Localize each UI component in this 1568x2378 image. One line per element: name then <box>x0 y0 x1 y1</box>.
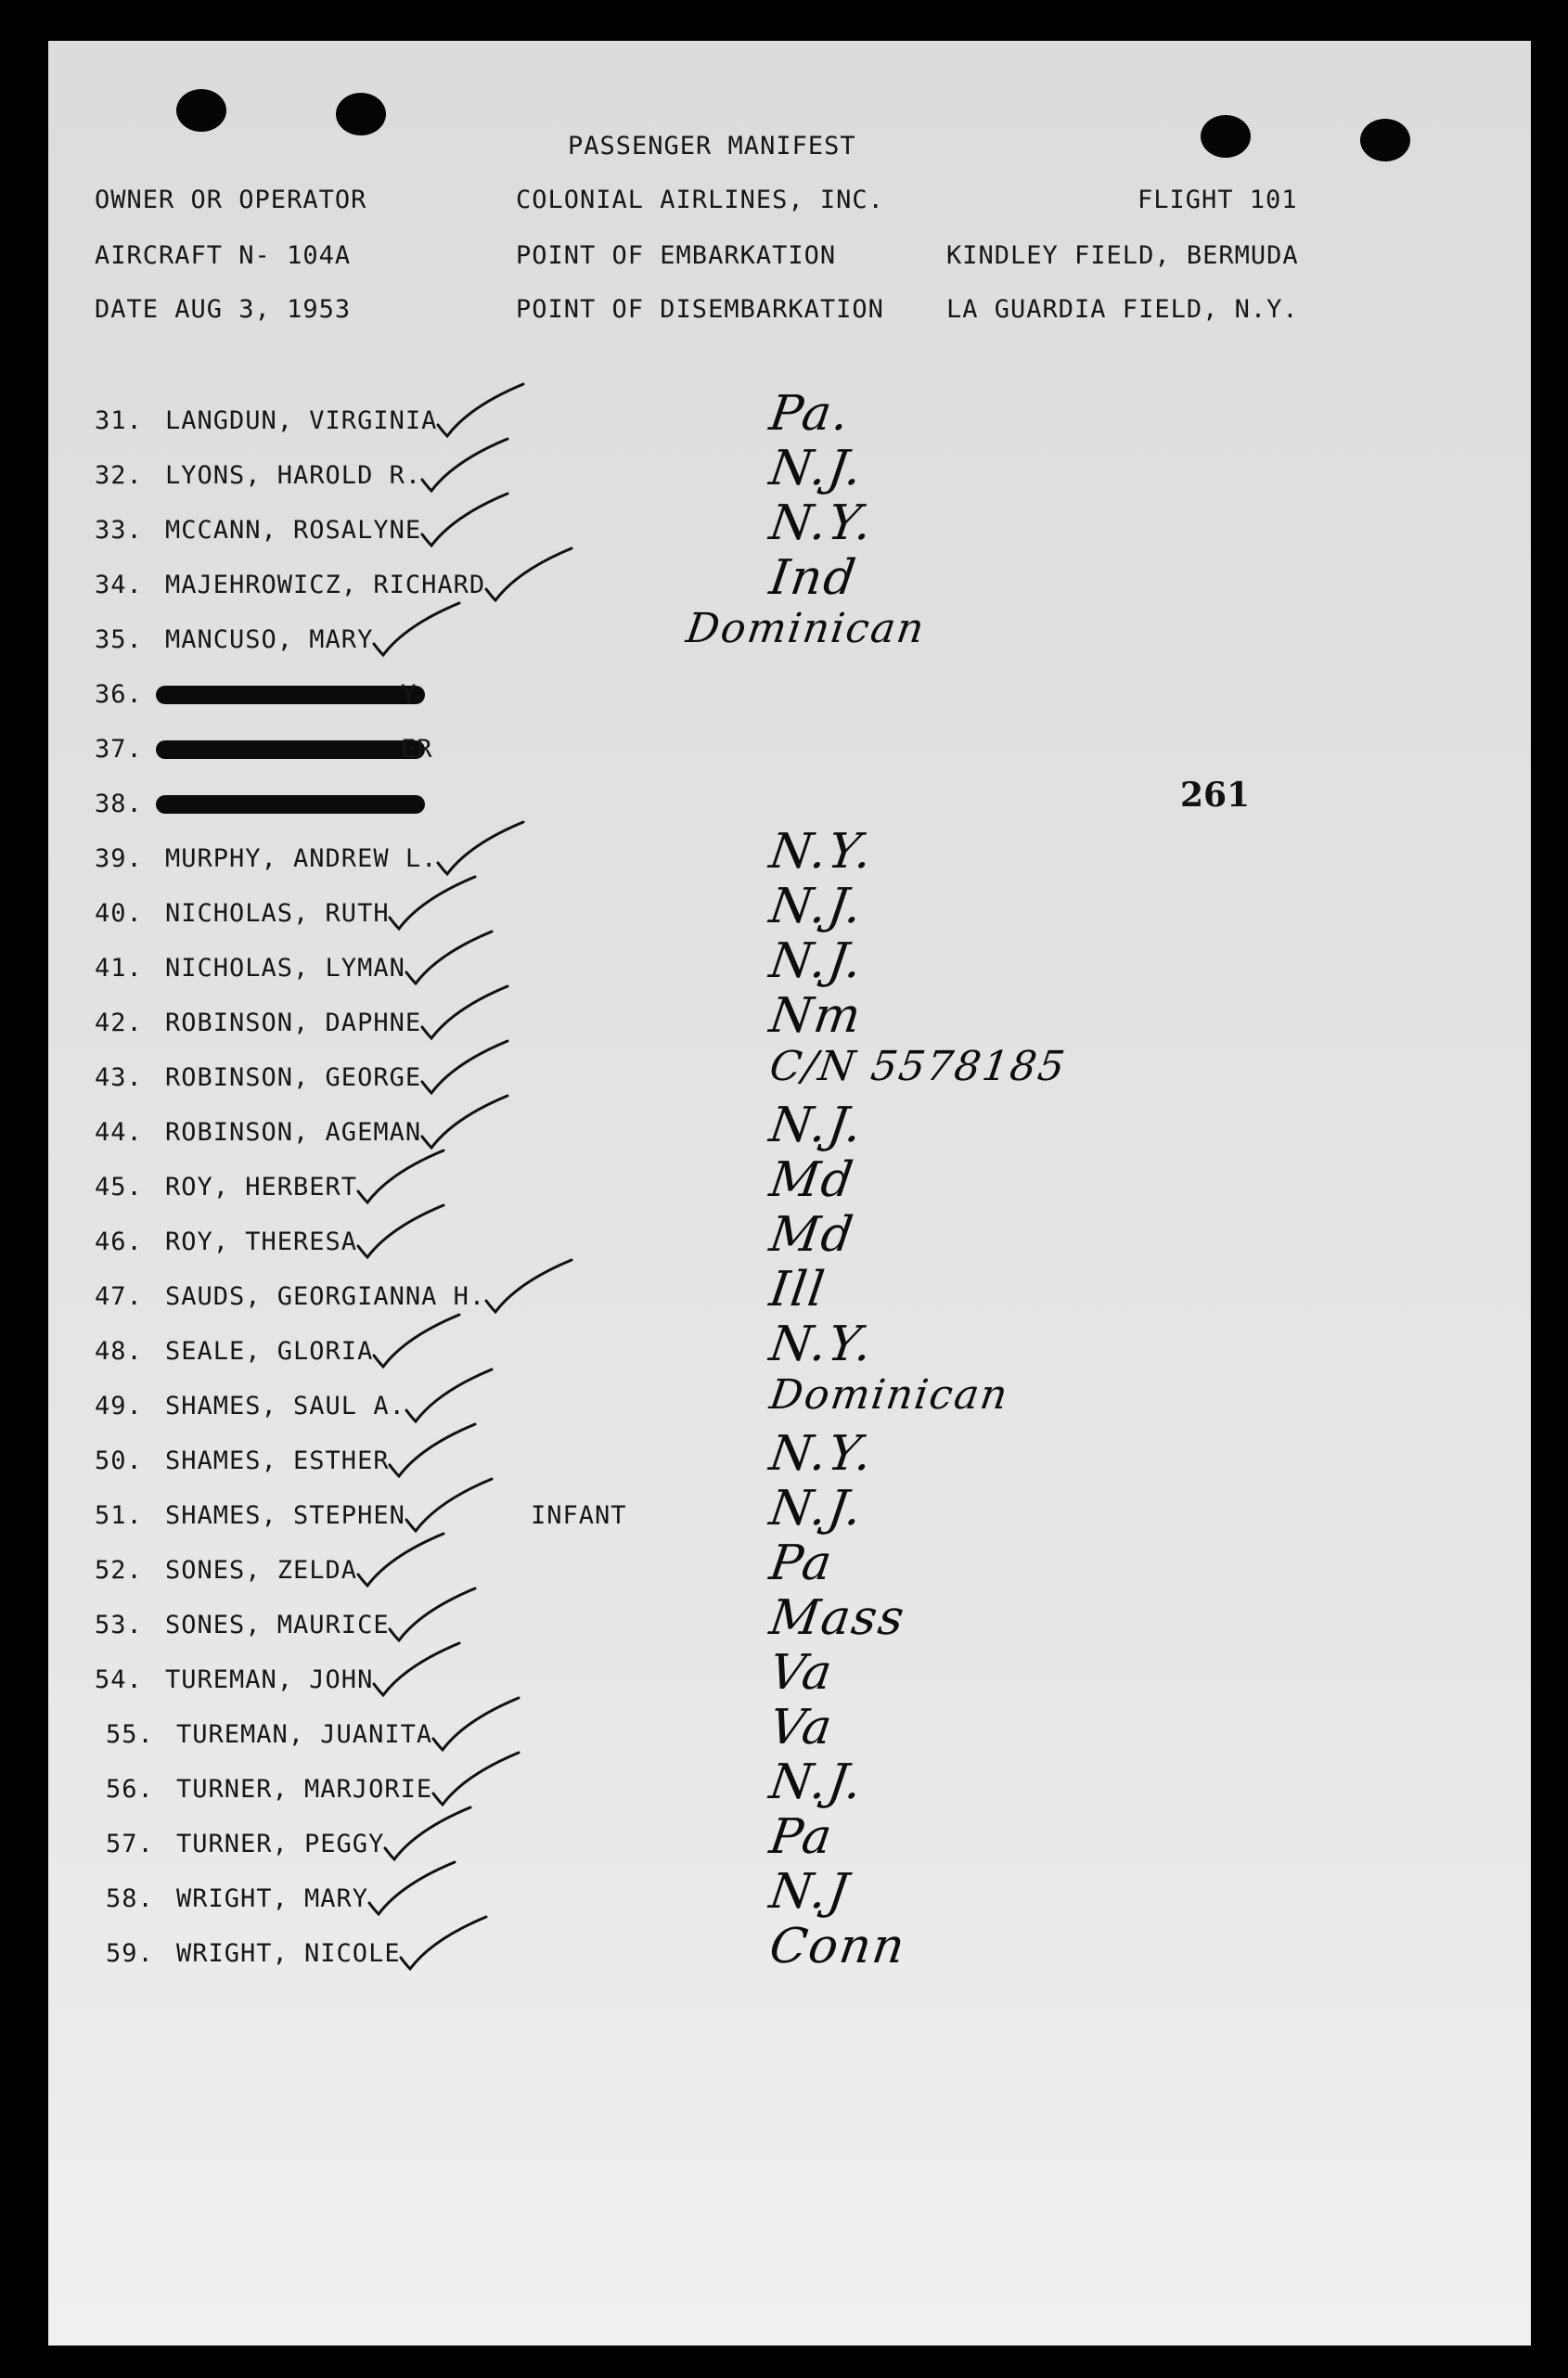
flight-number: FLIGHT 101 <box>1137 186 1298 214</box>
passenger-name: TUREMAN, JOHN <box>165 1665 374 1694</box>
passenger-name: MANCUSO, MARY <box>165 625 374 654</box>
handwritten-residence: N.J. <box>765 1098 868 1153</box>
embark-label: POINT OF EMBARKATION <box>516 241 837 270</box>
passenger-name: SONES, ZELDA <box>165 1556 358 1585</box>
passenger-number: 53. <box>95 1611 143 1639</box>
aircraft-id: AIRCRAFT N- 104A <box>95 241 352 270</box>
passenger-name: LANGDUN, VIRGINIA <box>165 406 438 435</box>
passenger-number: 58. <box>106 1884 154 1913</box>
passenger-name: SHAMES, SAUL A. <box>165 1392 405 1420</box>
handwritten-residence: Conn <box>765 1919 910 1974</box>
handwritten-residence: Mass <box>765 1590 909 1646</box>
passenger-name: LYONS, HAROLD R. <box>165 461 422 490</box>
passenger-name: ROBINSON, DAPHNE <box>165 1009 422 1037</box>
passenger-number: 43. <box>95 1063 143 1092</box>
handwritten-residence: N.J. <box>765 1481 868 1536</box>
owner-label: OWNER OR OPERATOR <box>95 186 367 214</box>
passenger-number: 48. <box>95 1337 143 1366</box>
punch-hole <box>1360 119 1410 161</box>
passenger-name: MAJEHROWICZ, RICHARD <box>165 571 486 599</box>
passenger-note: INFANT <box>531 1501 627 1530</box>
flight-date: DATE AUG 3, 1953 <box>95 295 352 324</box>
passenger-number: 54. <box>95 1665 143 1694</box>
owner-value: COLONIAL AIRLINES, INC. <box>516 186 884 214</box>
disembark-label: POINT OF DISEMBARKATION <box>516 295 884 324</box>
passenger-number: 33. <box>95 516 143 545</box>
passenger-number: 40. <box>95 899 143 928</box>
passenger-name: TURNER, MARJORIE <box>176 1775 433 1804</box>
passenger-name: SAUDS, GEORGIANNA H. <box>165 1282 486 1311</box>
handwritten-residence: Md <box>765 1152 858 1208</box>
disembark-value: LA GUARDIA FIELD, N.Y. <box>946 295 1299 324</box>
passenger-number: 56. <box>106 1775 154 1804</box>
passenger-number: 37. <box>95 735 143 764</box>
punch-hole <box>336 93 386 135</box>
passenger-number: 36. <box>95 680 143 709</box>
passenger-number: 57. <box>106 1830 154 1858</box>
handwritten-residence: Pa <box>765 1809 837 1865</box>
passenger-name: MURPHY, ANDREW L. <box>165 844 438 873</box>
handwritten-residence: N.Y. <box>765 1317 878 1372</box>
passenger-number: 47. <box>95 1282 143 1311</box>
passenger-number: 49. <box>95 1392 143 1420</box>
passenger-name: TUREMAN, JUANITA <box>176 1720 433 1749</box>
handwritten-residence: Va <box>765 1700 837 1755</box>
passenger-name: MCCANN, ROSALYNE <box>165 516 422 545</box>
punch-hole <box>176 89 226 132</box>
passenger-number: 34. <box>95 571 143 599</box>
passenger-name: ROY, THERESA <box>165 1228 358 1256</box>
handwritten-residence: Pa <box>765 1536 837 1591</box>
passenger-name: NICHOLAS, RUTH <box>165 899 390 928</box>
check-mark-icon <box>353 1200 455 1265</box>
check-mark-icon <box>481 543 583 608</box>
passenger-number: 32. <box>95 461 143 490</box>
handwritten-residence: N.Y. <box>765 824 878 880</box>
passenger-name: TURNER, PEGGY <box>176 1830 385 1858</box>
passenger-number: 55. <box>106 1720 154 1749</box>
passenger-number: 44. <box>95 1118 143 1147</box>
passenger-number: 45. <box>95 1173 143 1202</box>
handwritten-residence: N.J. <box>765 879 868 934</box>
redacted-name <box>156 686 425 704</box>
handwritten-residence: N.Y. <box>765 1426 878 1482</box>
passenger-name: SHAMES, ESTHER <box>165 1446 390 1475</box>
passenger-number: 51. <box>95 1501 143 1530</box>
passenger-number: 41. <box>95 954 143 983</box>
page-number: 261 <box>1180 776 1251 815</box>
check-mark-icon <box>481 1254 583 1319</box>
passenger-name: WRIGHT, MARY <box>176 1884 369 1913</box>
passenger-name: ROBINSON, AGEMAN <box>165 1118 422 1147</box>
handwritten-residence: Va <box>765 1645 837 1701</box>
handwritten-residence: N.J. <box>765 441 868 496</box>
passenger-number: 39. <box>95 844 143 873</box>
page-title: PASSENGER MANIFEST <box>568 132 856 161</box>
passenger-number: 52. <box>95 1556 143 1585</box>
passenger-name: SEALE, GLORIA <box>165 1337 374 1366</box>
passenger-number: 38. <box>95 790 143 818</box>
handwritten-residence: Nm <box>765 988 867 1044</box>
handwritten-residence: Dominican <box>766 1371 1012 1419</box>
punch-hole <box>1201 115 1251 158</box>
handwritten-residence: Dominican <box>683 605 929 652</box>
embark-value: KINDLEY FIELD, BERMUDA <box>946 241 1299 270</box>
handwritten-residence: N.J. <box>765 933 868 989</box>
passenger-name: WRIGHT, NICOLE <box>176 1939 401 1968</box>
redacted-name <box>156 740 425 759</box>
check-mark-icon <box>395 1911 497 1976</box>
handwritten-residence: Md <box>765 1207 858 1263</box>
handwritten-residence: C/N 5578185 <box>766 1043 1070 1090</box>
passenger-number: 42. <box>95 1009 143 1037</box>
passenger-number: 59. <box>106 1939 154 1968</box>
handwritten-residence: Pa. <box>765 386 855 442</box>
passenger-number: 50. <box>95 1446 143 1475</box>
passenger-number: 46. <box>95 1228 143 1256</box>
handwritten-residence: Ind <box>765 550 861 606</box>
passenger-name: SONES, MAURICE <box>165 1611 390 1639</box>
redacted-tail: ER <box>401 735 433 764</box>
handwritten-residence: N.Y. <box>765 495 878 551</box>
passenger-number: 35. <box>95 625 143 654</box>
check-mark-icon <box>368 598 470 662</box>
passenger-name: ROY, HERBERT <box>165 1173 358 1202</box>
passenger-name: SHAMES, STEPHEN <box>165 1501 405 1530</box>
redacted-name <box>156 795 425 814</box>
passenger-number: 31. <box>95 406 143 435</box>
handwritten-residence: Ill <box>765 1262 830 1318</box>
handwritten-residence: N.J <box>765 1864 854 1920</box>
passenger-name: NICHOLAS, LYMAN <box>165 954 405 983</box>
redacted-tail: Y <box>401 680 418 709</box>
handwritten-residence: N.J. <box>765 1755 868 1810</box>
passenger-name: ROBINSON, GEORGE <box>165 1063 422 1092</box>
